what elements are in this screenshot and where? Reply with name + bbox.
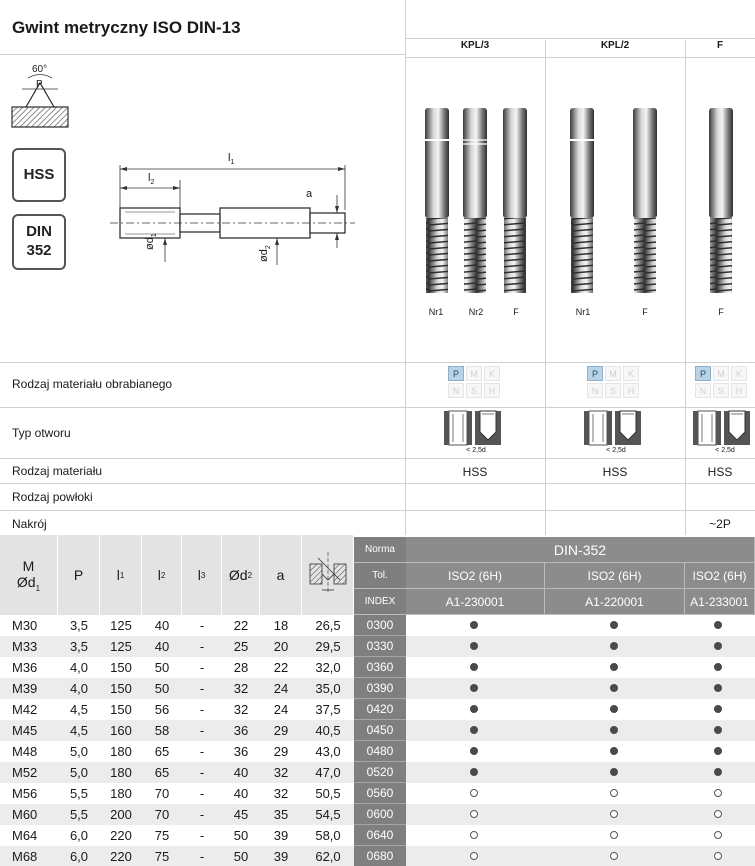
table-row bbox=[0, 804, 755, 825]
cell-d2: 36 bbox=[233, 723, 249, 738]
available-dot-icon bbox=[470, 705, 478, 713]
material-n: N bbox=[587, 383, 603, 398]
cell-a: 18 bbox=[273, 618, 289, 633]
cell-a: 24 bbox=[273, 681, 289, 696]
hole-icons-f bbox=[692, 410, 752, 446]
available-dot-icon bbox=[610, 747, 618, 755]
available-dot-icon bbox=[610, 726, 618, 734]
available-dot-icon bbox=[714, 705, 722, 713]
header-p: P bbox=[58, 535, 100, 615]
cell-l2: 75 bbox=[154, 849, 170, 864]
cell-idx: 0560 bbox=[354, 783, 406, 804]
cell-l3: - bbox=[199, 702, 205, 717]
cell-s: 43,0 bbox=[315, 744, 341, 759]
tool-material-value: HSS bbox=[462, 465, 488, 479]
cell-l2: 40 bbox=[154, 618, 170, 633]
cell-l1: 220 bbox=[110, 828, 132, 843]
header-m bbox=[0, 535, 58, 615]
page-title: Gwint metryczny ISO DIN-13 bbox=[12, 18, 241, 37]
cell-l1: 150 bbox=[110, 681, 132, 696]
column-header-f: F bbox=[716, 40, 724, 51]
column-header-kpl3: KPL/3 bbox=[460, 40, 490, 51]
available-dot-icon bbox=[470, 747, 478, 755]
cell-p: 4,5 bbox=[69, 702, 89, 717]
cell-p: 5,5 bbox=[69, 786, 89, 801]
table-row bbox=[0, 825, 755, 846]
cell-l1: 125 bbox=[110, 618, 132, 633]
cell-s: 58,0 bbox=[315, 828, 341, 843]
tap-drawing bbox=[105, 150, 365, 275]
tap-label: Nr2 bbox=[468, 307, 484, 317]
cell-a: 29 bbox=[273, 723, 289, 738]
cell-l1: 220 bbox=[110, 849, 132, 864]
table-row bbox=[0, 657, 755, 678]
material-h: H bbox=[484, 383, 500, 398]
cell-m: M42 bbox=[12, 702, 38, 717]
cell-d2: 32 bbox=[233, 702, 249, 717]
tap-kpl2-nr1 bbox=[570, 108, 594, 293]
thread-lead-label: Nakrój bbox=[12, 517, 47, 531]
cell-p: 4,0 bbox=[69, 681, 89, 696]
cell-m: M30 bbox=[12, 618, 38, 633]
index-value: A1-233001 bbox=[685, 589, 755, 615]
table-row bbox=[0, 741, 755, 762]
cell-idx: 0420 bbox=[354, 699, 406, 720]
header-l3: l 3 bbox=[182, 535, 222, 615]
cell-l2: 58 bbox=[154, 723, 170, 738]
hole-note: < 2,5d bbox=[466, 447, 486, 454]
cell-d2: 50 bbox=[233, 849, 249, 864]
tool-material-value: HSS bbox=[707, 465, 733, 479]
material-s: S bbox=[605, 383, 621, 398]
cell-d2: 45 bbox=[233, 807, 249, 822]
cell-s: 29,5 bbox=[315, 639, 341, 654]
material-type-label: Rodzaj materiału obrabianego bbox=[12, 377, 173, 391]
divider bbox=[0, 407, 755, 408]
tap-images bbox=[405, 100, 755, 300]
hole-icons-kpl2 bbox=[583, 410, 643, 446]
material-p: P bbox=[448, 366, 464, 381]
tool-material-value: HSS bbox=[602, 465, 628, 479]
standard-badge-line2: 352 bbox=[26, 242, 52, 259]
tap-label: F bbox=[513, 307, 519, 317]
cell-l1: 180 bbox=[110, 786, 132, 801]
hole-icons-kpl3 bbox=[443, 410, 503, 446]
cell-d2: 28 bbox=[233, 660, 249, 675]
cell-a: 39 bbox=[273, 849, 289, 864]
hole-note: < 2,5d bbox=[606, 447, 626, 454]
cell-m: M60 bbox=[12, 807, 38, 822]
cell-d2: 32 bbox=[233, 681, 249, 696]
norma-value: DIN-352 bbox=[406, 537, 755, 563]
cell-d2: 22 bbox=[233, 618, 249, 633]
on-order-dot-icon bbox=[714, 852, 722, 860]
cell-p: 5,5 bbox=[69, 807, 89, 822]
on-order-dot-icon bbox=[470, 810, 478, 818]
cell-p: 5,0 bbox=[69, 765, 89, 780]
material-grid-kpl3 bbox=[448, 366, 500, 398]
material-badge: HSS bbox=[12, 148, 66, 202]
table-row bbox=[0, 678, 755, 699]
cell-idx: 0640 bbox=[354, 825, 406, 846]
cell-l3: - bbox=[199, 681, 205, 696]
cell-l3: - bbox=[199, 807, 205, 822]
cell-idx: 0450 bbox=[354, 720, 406, 741]
on-order-dot-icon bbox=[610, 852, 618, 860]
through-hole-icon bbox=[693, 411, 721, 445]
cell-idx: 0600 bbox=[354, 804, 406, 825]
available-dot-icon bbox=[470, 663, 478, 671]
available-dot-icon bbox=[714, 747, 722, 755]
cell-l2: 50 bbox=[154, 681, 170, 696]
material-m: M bbox=[713, 366, 729, 381]
through-hole-icon bbox=[584, 411, 612, 445]
header-a: a bbox=[260, 535, 302, 615]
table-row bbox=[0, 699, 755, 720]
cell-m: M33 bbox=[12, 639, 38, 654]
material-h: H bbox=[731, 383, 747, 398]
cell-d2: 36 bbox=[233, 744, 249, 759]
cell-s: 50,5 bbox=[315, 786, 341, 801]
material-k: K bbox=[623, 366, 639, 381]
material-n: N bbox=[695, 383, 711, 398]
cell-d2: 40 bbox=[233, 765, 249, 780]
cell-l1: 180 bbox=[110, 765, 132, 780]
available-dot-icon bbox=[714, 663, 722, 671]
coating-label: Rodzaj powłoki bbox=[12, 490, 93, 504]
cell-d2: 50 bbox=[233, 828, 249, 843]
tap-label: F bbox=[642, 307, 648, 317]
dim-d2-label: $ød_2$ bbox=[258, 245, 273, 262]
tap-kpl3-f bbox=[503, 108, 527, 293]
on-order-dot-icon bbox=[470, 831, 478, 839]
thread-pitch-label: P bbox=[36, 79, 43, 90]
material-p: P bbox=[587, 366, 603, 381]
cell-a: 35 bbox=[273, 807, 289, 822]
tol-value: ISO2 (6H) bbox=[406, 563, 545, 589]
material-n: N bbox=[448, 383, 464, 398]
cell-p: 3,5 bbox=[69, 618, 89, 633]
cell-l3: - bbox=[199, 660, 205, 675]
hole-type-label: Typ otworu bbox=[12, 426, 71, 440]
header-l2: l 2 bbox=[142, 535, 182, 615]
title-cell bbox=[0, 0, 405, 55]
tap-label: Nr1 bbox=[428, 307, 444, 317]
cell-l2: 65 bbox=[154, 744, 170, 759]
cell-m: M45 bbox=[12, 723, 38, 738]
cell-idx: 0390 bbox=[354, 678, 406, 699]
cell-s: 37,5 bbox=[315, 702, 341, 717]
cell-m: M52 bbox=[12, 765, 38, 780]
cell-l3: - bbox=[199, 723, 205, 738]
index-value: A1-230001 bbox=[406, 589, 545, 615]
cell-idx: 0330 bbox=[354, 636, 406, 657]
available-dot-icon bbox=[610, 684, 618, 692]
cell-a: 32 bbox=[273, 786, 289, 801]
cell-p: 6,0 bbox=[69, 849, 89, 864]
tap-kpl3-nr2 bbox=[463, 108, 487, 293]
through-hole-icon bbox=[444, 411, 472, 445]
material-p: P bbox=[695, 366, 711, 381]
tap-f bbox=[709, 108, 733, 293]
standard-badge-line1: DIN bbox=[26, 223, 52, 240]
blind-hole-icon bbox=[475, 411, 501, 445]
cell-a: 22 bbox=[273, 660, 289, 675]
cell-l3: - bbox=[199, 618, 205, 633]
available-dot-icon bbox=[714, 621, 722, 629]
on-order-dot-icon bbox=[714, 810, 722, 818]
dim-l1-label: $l_1$ bbox=[228, 152, 235, 167]
cell-p: 4,5 bbox=[69, 723, 89, 738]
on-order-dot-icon bbox=[470, 789, 478, 797]
on-order-dot-icon bbox=[470, 852, 478, 860]
available-dot-icon bbox=[470, 684, 478, 692]
cell-l3: - bbox=[199, 765, 205, 780]
on-order-dot-icon bbox=[610, 831, 618, 839]
header-l1: l 1 bbox=[100, 535, 142, 615]
cell-idx: 0300 bbox=[354, 615, 406, 636]
cell-s: 35,0 bbox=[315, 681, 341, 696]
cell-s: 47,0 bbox=[315, 765, 341, 780]
cell-s: 54,5 bbox=[315, 807, 341, 822]
cell-a: 20 bbox=[273, 639, 289, 654]
divider bbox=[0, 362, 755, 363]
available-dot-icon bbox=[470, 642, 478, 650]
cell-idx: 0480 bbox=[354, 741, 406, 762]
table-row bbox=[0, 636, 755, 657]
tap-label: Nr1 bbox=[575, 307, 591, 317]
index-label: INDEX bbox=[354, 589, 406, 615]
cell-l3: - bbox=[199, 639, 205, 654]
table-row bbox=[0, 783, 755, 804]
on-order-dot-icon bbox=[610, 810, 618, 818]
cell-d2: 25 bbox=[233, 639, 249, 654]
available-dot-icon bbox=[610, 768, 618, 776]
material-k: K bbox=[731, 366, 747, 381]
thread-depth-icon bbox=[308, 550, 348, 600]
cell-l3: - bbox=[199, 849, 205, 864]
cell-l3: - bbox=[199, 786, 205, 801]
tol-value: ISO2 (6H) bbox=[685, 563, 755, 589]
material-s: S bbox=[466, 383, 482, 398]
cell-idx: 0360 bbox=[354, 657, 406, 678]
cell-s: 62,0 bbox=[315, 849, 341, 864]
column-header-kpl2: KPL/2 bbox=[600, 40, 630, 51]
cell-m: M48 bbox=[12, 744, 38, 759]
available-dot-icon bbox=[714, 726, 722, 734]
dim-a-label: a bbox=[306, 188, 313, 200]
hole-note: < 2,5d bbox=[715, 447, 735, 454]
cell-l1: 200 bbox=[110, 807, 132, 822]
cell-p: 4,0 bbox=[69, 660, 89, 675]
cell-a: 29 bbox=[273, 744, 289, 759]
cell-l2: 50 bbox=[154, 660, 170, 675]
cell-l2: 65 bbox=[154, 765, 170, 780]
on-order-dot-icon bbox=[714, 831, 722, 839]
blind-hole-icon bbox=[724, 411, 750, 445]
thread-angle-label: 60° bbox=[32, 64, 48, 75]
cell-a: 24 bbox=[273, 702, 289, 717]
thread-lead-value: ~2P bbox=[709, 517, 731, 531]
standard-badge bbox=[12, 214, 66, 270]
blind-hole-icon bbox=[615, 411, 641, 445]
available-dot-icon bbox=[610, 705, 618, 713]
cell-m: M68 bbox=[12, 849, 38, 864]
header-d1: $Ød_1$ bbox=[16, 573, 41, 593]
available-dot-icon bbox=[714, 642, 722, 650]
material-h: H bbox=[623, 383, 639, 398]
dim-d1-label: $ød_1$ bbox=[144, 233, 159, 250]
cell-idx: 0520 bbox=[354, 762, 406, 783]
tap-label: F bbox=[718, 307, 724, 317]
cell-l2: 56 bbox=[154, 702, 170, 717]
cell-l3: - bbox=[199, 828, 205, 843]
table-row bbox=[0, 720, 755, 741]
cell-m: M36 bbox=[12, 660, 38, 675]
material-m: M bbox=[466, 366, 482, 381]
tool-material-label: Rodzaj materiału bbox=[12, 464, 103, 478]
cell-p: 6,0 bbox=[69, 828, 89, 843]
available-dot-icon bbox=[610, 642, 618, 650]
header-thread-depth bbox=[302, 535, 354, 615]
material-grid-kpl2 bbox=[587, 366, 639, 398]
table-row bbox=[0, 615, 755, 636]
material-s: S bbox=[713, 383, 729, 398]
available-dot-icon bbox=[470, 621, 478, 629]
available-dot-icon bbox=[714, 768, 722, 776]
cell-s: 32,0 bbox=[315, 660, 341, 675]
divider bbox=[0, 510, 755, 511]
cell-l2: 70 bbox=[154, 786, 170, 801]
cell-l1: 160 bbox=[110, 723, 132, 738]
cell-p: 3,5 bbox=[69, 639, 89, 654]
header-m-text: M bbox=[22, 557, 35, 574]
cell-m: M39 bbox=[12, 681, 38, 696]
norma-label: Norma bbox=[354, 537, 406, 563]
tol-value: ISO2 (6H) bbox=[545, 563, 685, 589]
cell-idx: 0680 bbox=[354, 846, 406, 866]
available-dot-icon bbox=[470, 726, 478, 734]
cell-l1: 150 bbox=[110, 702, 132, 717]
cell-p: 5,0 bbox=[69, 744, 89, 759]
divider bbox=[405, 38, 755, 39]
cell-s: 26,5 bbox=[315, 618, 341, 633]
cell-l1: 180 bbox=[110, 744, 132, 759]
cell-l3: - bbox=[199, 744, 205, 759]
material-k: K bbox=[484, 366, 500, 381]
cell-l2: 70 bbox=[154, 807, 170, 822]
index-value: A1-220001 bbox=[545, 589, 685, 615]
cell-a: 39 bbox=[273, 828, 289, 843]
tap-kpl2-f bbox=[633, 108, 657, 293]
material-m: M bbox=[605, 366, 621, 381]
table-row bbox=[0, 846, 755, 866]
cell-a: 32 bbox=[273, 765, 289, 780]
divider bbox=[0, 458, 755, 459]
header-d2: Ød 2 bbox=[222, 535, 260, 615]
available-dot-icon bbox=[714, 684, 722, 692]
tap-kpl3-nr1 bbox=[425, 108, 449, 293]
cell-l1: 150 bbox=[110, 660, 132, 675]
table-row bbox=[0, 762, 755, 783]
available-dot-icon bbox=[470, 768, 478, 776]
cell-l2: 40 bbox=[154, 639, 170, 654]
divider bbox=[0, 483, 755, 484]
cell-s: 40,5 bbox=[315, 723, 341, 738]
available-dot-icon bbox=[610, 621, 618, 629]
material-grid-f bbox=[695, 366, 747, 398]
cell-d2: 40 bbox=[233, 786, 249, 801]
available-dot-icon bbox=[610, 663, 618, 671]
cell-m: M64 bbox=[12, 828, 38, 843]
on-order-dot-icon bbox=[610, 789, 618, 797]
cell-l2: 75 bbox=[154, 828, 170, 843]
on-order-dot-icon bbox=[714, 789, 722, 797]
tol-label: Tol. bbox=[354, 563, 406, 589]
dim-l2-label: $l_2$ bbox=[148, 172, 155, 187]
divider bbox=[405, 57, 755, 58]
cell-l1: 125 bbox=[110, 639, 132, 654]
cell-m: M56 bbox=[12, 786, 38, 801]
